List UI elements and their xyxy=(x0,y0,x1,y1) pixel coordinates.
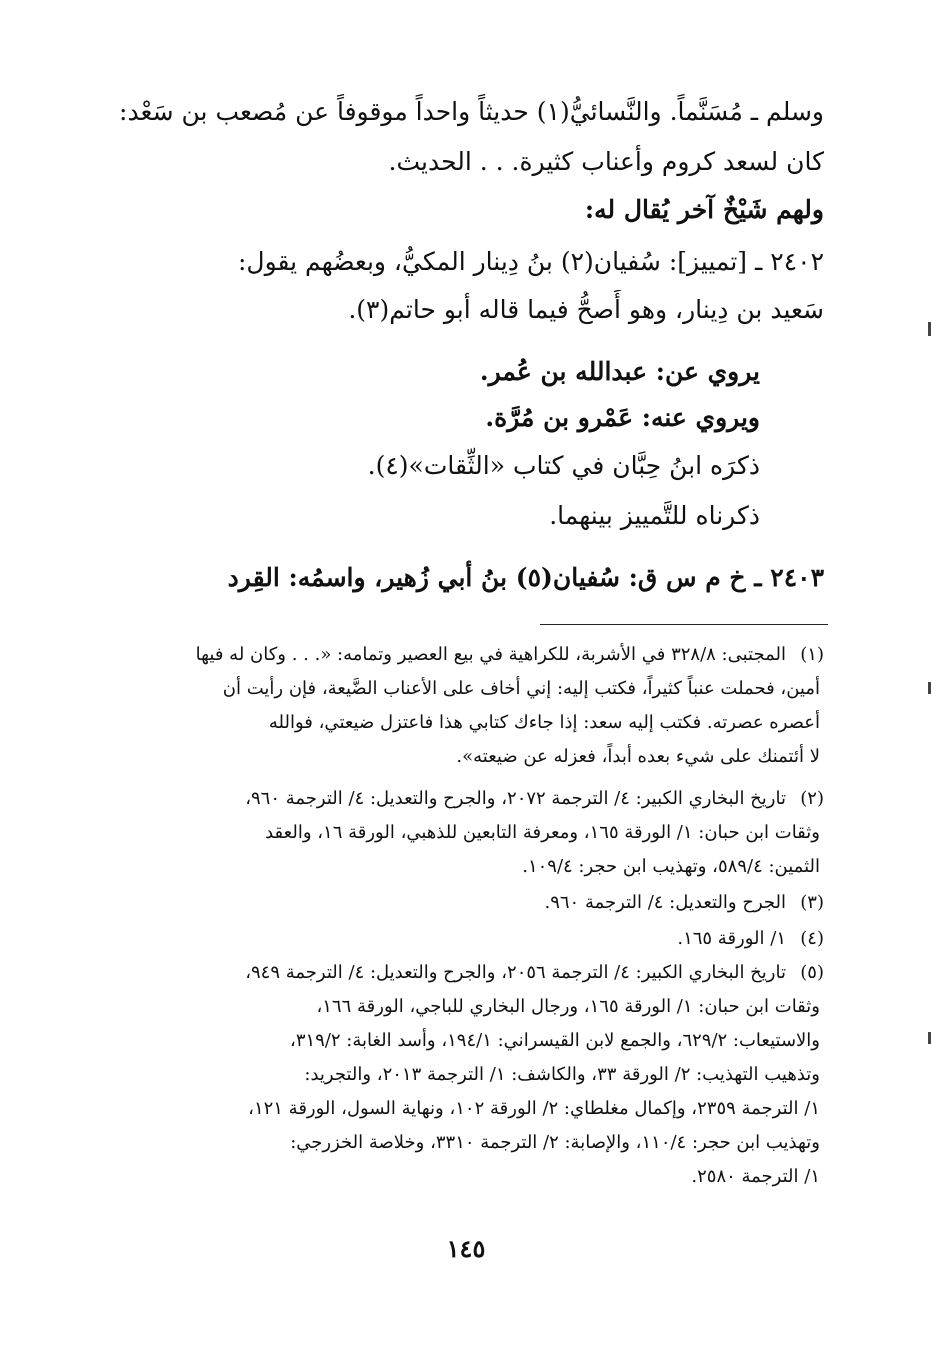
footnote-line: وتهذيب ابن حجر: ١١٠/٤، والإصابة: ٢/ الترجمة ٣٣١٠، وخلاصة الخزرجي: xyxy=(290,1132,820,1153)
footnote-line: وثقات ابن حبان: ١/ الورقة ١٦٥، ورجال البخاري للباجي، الورقة ١٦٦، xyxy=(316,996,820,1017)
footnote-line: وتذهيب التهذيب: ٢/ الورقة ٣٣، والكاشف: ١/ الترجمة ٢٠١٣، والتجريد: xyxy=(304,1064,820,1085)
footnote-number: (٣) xyxy=(800,892,824,913)
main-text-line: كان لسعد كروم وأعناب كثيرة. . . الحديث. xyxy=(388,147,824,176)
footnote-line: أعصره عصرته. فكتب إليه سعد: إذا جاءك كتابي هذا فاعتزل ضيعتي، فوالله xyxy=(268,712,820,733)
page-number: ١٤٥ xyxy=(446,1234,486,1263)
footnote-line: المجتبى: ٣٢٨/٨ في الأشربة، للكراهية في بيع العصير وتمامه: «. . . وكان له فيها xyxy=(195,644,786,665)
entry-2403-line: ٢٤٠٣ ـ خ م س ق: سُفيان(٥) بنُ أبي زُهير، واسمُه: القِرد xyxy=(227,563,824,592)
footnote-line: لا أئتمنك على شيء بعده أبداً، فعزله عن ضيعته». xyxy=(456,746,820,767)
main-text-line: ذكرَه ابنُ حِبَّان في كتاب «الثِّقات»(٤). xyxy=(367,451,760,480)
main-text-line: وسلم ـ مُسَنَّماً. والنَّسائيُّ(١) حديثاً واحداً موقوفاً عن مُصعب بن سَعْد: xyxy=(119,97,824,126)
scan-edge-mark xyxy=(928,322,931,336)
footnote-line: ١/ الترجمة ٢٥٨٠. xyxy=(691,1166,820,1187)
footnote-line: وثقات ابن حبان: ١/ الورقة ١٦٥، ومعرفة التابعين للذهبي، الورقة ١٦، والعقد xyxy=(265,822,820,843)
entry-2402-line: ٢٤٠٢ ـ [تمييز]: سُفيان(٢) بنُ دِينار المكيُّ، وبعضُهم يقول: xyxy=(238,247,824,276)
footnote-number: (٤) xyxy=(800,928,824,949)
footnote-line: الجرح والتعديل: ٤/ الترجمة ٩٦٠. xyxy=(544,892,786,913)
narrates-from-line: يروي عن: عبدالله بن عُمر. xyxy=(479,357,760,386)
footnote-separator xyxy=(540,624,828,625)
footnote-line: أمين، فحملت عنباً كثيراً، فكتب إليه: إني أخاف على الأعناب الضَّيعة، فإن رأيت أن xyxy=(222,678,820,699)
narrated-by-line: ويروي عنه: عَمْرو بن مُرَّة. xyxy=(485,403,760,432)
footnote-number: (٢) xyxy=(800,788,824,809)
scan-edge-mark xyxy=(928,682,931,694)
footnote-number: (١) xyxy=(800,644,824,665)
footnote-line: تاريخ البخاري الكبير: ٤/ الترجمة ٢٠٧٢، والجرح والتعديل: ٤/ الترجمة ٩٦٠، xyxy=(245,788,786,809)
main-text-line: ذكرناه للتَّمييز بينهما. xyxy=(549,501,760,530)
footnote-line: ١/ الترجمة ٢٣٥٩، وإكمال مغلطاي: ٢/ الورقة ١٠٢، ونهاية السول، الورقة ١٢١، xyxy=(248,1098,820,1119)
footnote-line: تاريخ البخاري الكبير: ٤/ الترجمة ٢٠٥٦، والجرح والتعديل: ٤/ الترجمة ٩٤٩، xyxy=(245,962,786,983)
footnote-line: الثمين: ٥٨٩/٤، وتهذيب ابن حجر: ١٠٩/٤. xyxy=(522,856,820,877)
footnote-line: ١/ الورقة ١٦٥. xyxy=(677,928,786,949)
footnote-line: والاستيعاب: ٦٢٩/٢، والجمع لابن القيسراني: ١٩٤/١، وأسد الغابة: ٣١٩/٢، xyxy=(290,1030,820,1051)
footnote-number: (٥) xyxy=(800,962,824,983)
section-heading: ولهم شَيْخٌ آخر يُقال له: xyxy=(584,195,824,224)
main-text-line: سَعيد بن دِينار، وهو أَصحُّ فيما قاله أبو حاتم(٣). xyxy=(348,295,824,324)
scan-edge-mark xyxy=(928,1032,931,1044)
